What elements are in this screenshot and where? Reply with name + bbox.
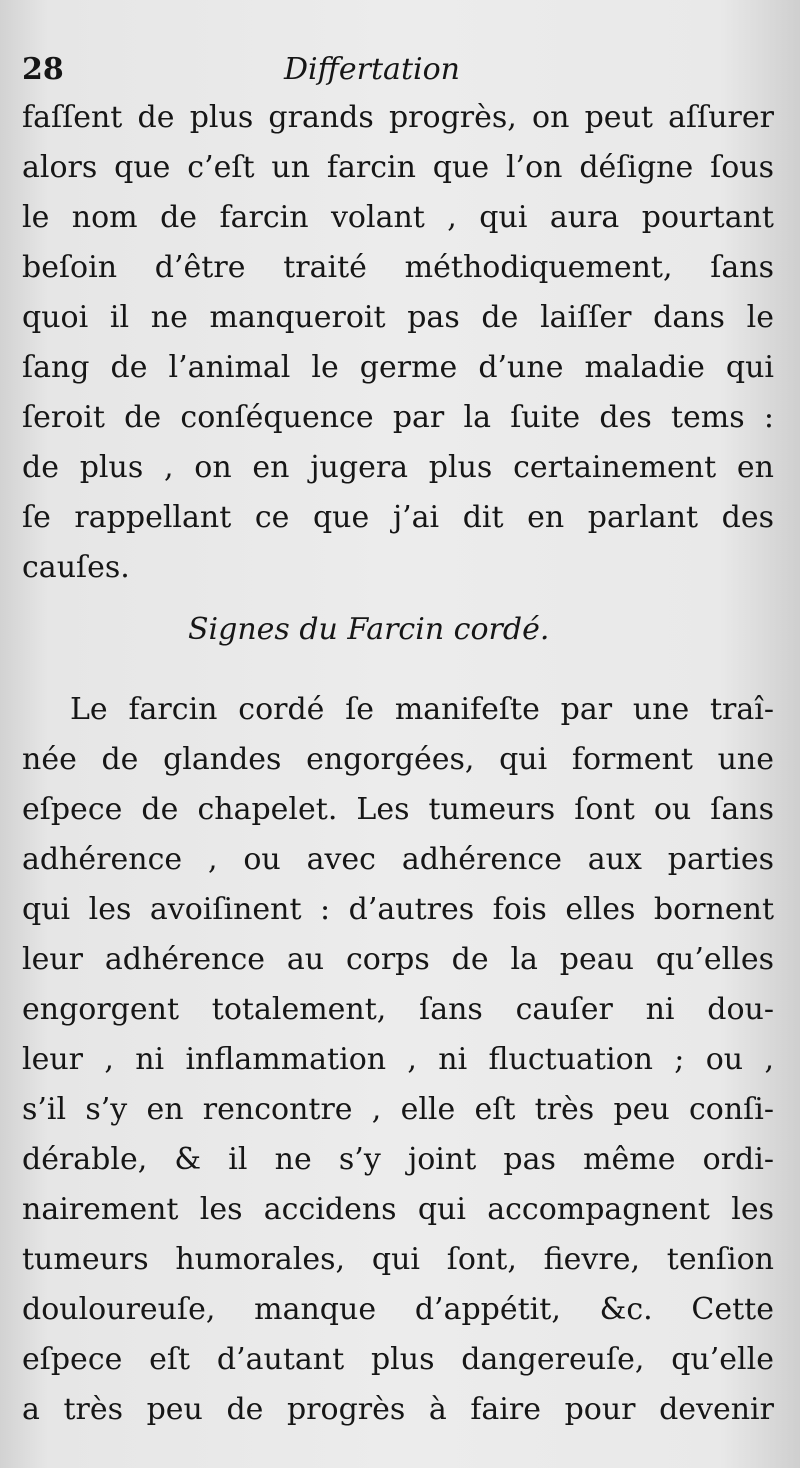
text-line: alors que c’eſt un farcin que l’on déſigne ſous: [22, 150, 774, 185]
text-line: adhérence , ou avec adhérence aux parties: [22, 842, 774, 877]
text-line: de plus , on en jugera plus certainement en: [22, 450, 774, 485]
text-line: faſſent de plus grands progrès, on peut aſſurer: [22, 100, 774, 135]
text-line: ſeroit de conſéquence par la ſuite des tems :: [22, 400, 774, 435]
page-number: 28: [22, 52, 64, 87]
text-line: eſpece eſt d’autant plus dangereuſe, qu’elle: [22, 1342, 774, 1377]
text-line: beſoin d’être traité méthodiquement, ſans: [22, 250, 774, 285]
text-line: s’il s’y en rencontre , elle eſt très peu conſi-: [22, 1092, 774, 1127]
text-line: ſe rappellant ce que j’ai dit en parlant des: [22, 500, 774, 535]
text-line: ſang de l’animal le germe d’une maladie qui: [22, 350, 774, 385]
page-header: [22, 52, 770, 92]
text-line: Le farcin cordé ſe manifeſte par une traî-: [70, 692, 774, 727]
section-heading: Signes du Farcin cordé.: [188, 612, 550, 647]
text-line: leur adhérence au corps de la peau qu’elles: [22, 942, 774, 977]
text-line: dérable, & il ne s’y joint pas même ordi-: [22, 1142, 774, 1177]
text-line: a très peu de progrès à faire pour devenir: [22, 1392, 774, 1427]
text-line: quoi il ne manqueroit pas de laiſſer dans le: [22, 300, 774, 335]
text-line: tumeurs humorales, qui ſont, fievre, tenſion: [22, 1242, 774, 1277]
text-line: engorgent totalement, ſans cauſer ni dou-: [22, 992, 774, 1027]
text-line: douloureuſe, manque d’appétit, &c. Cette: [22, 1292, 774, 1327]
text-line: leur , ni inflammation , ni fluctuation ; ou ,: [22, 1042, 774, 1077]
text-line: le nom de farcin volant , qui aura pourtant: [22, 200, 774, 235]
text-line: qui les avoiſinent : d’autres fois elles bornent: [22, 892, 774, 927]
text-line: nairement les accidens qui accompagnent les: [22, 1192, 774, 1227]
running-head: Differtation: [284, 52, 460, 87]
text-line: cauſes.: [22, 550, 130, 585]
text-line: eſpece de chapelet. Les tumeurs ſont ou ſans: [22, 792, 774, 827]
text-line: née de glandes engorgées, qui forment une: [22, 742, 774, 777]
